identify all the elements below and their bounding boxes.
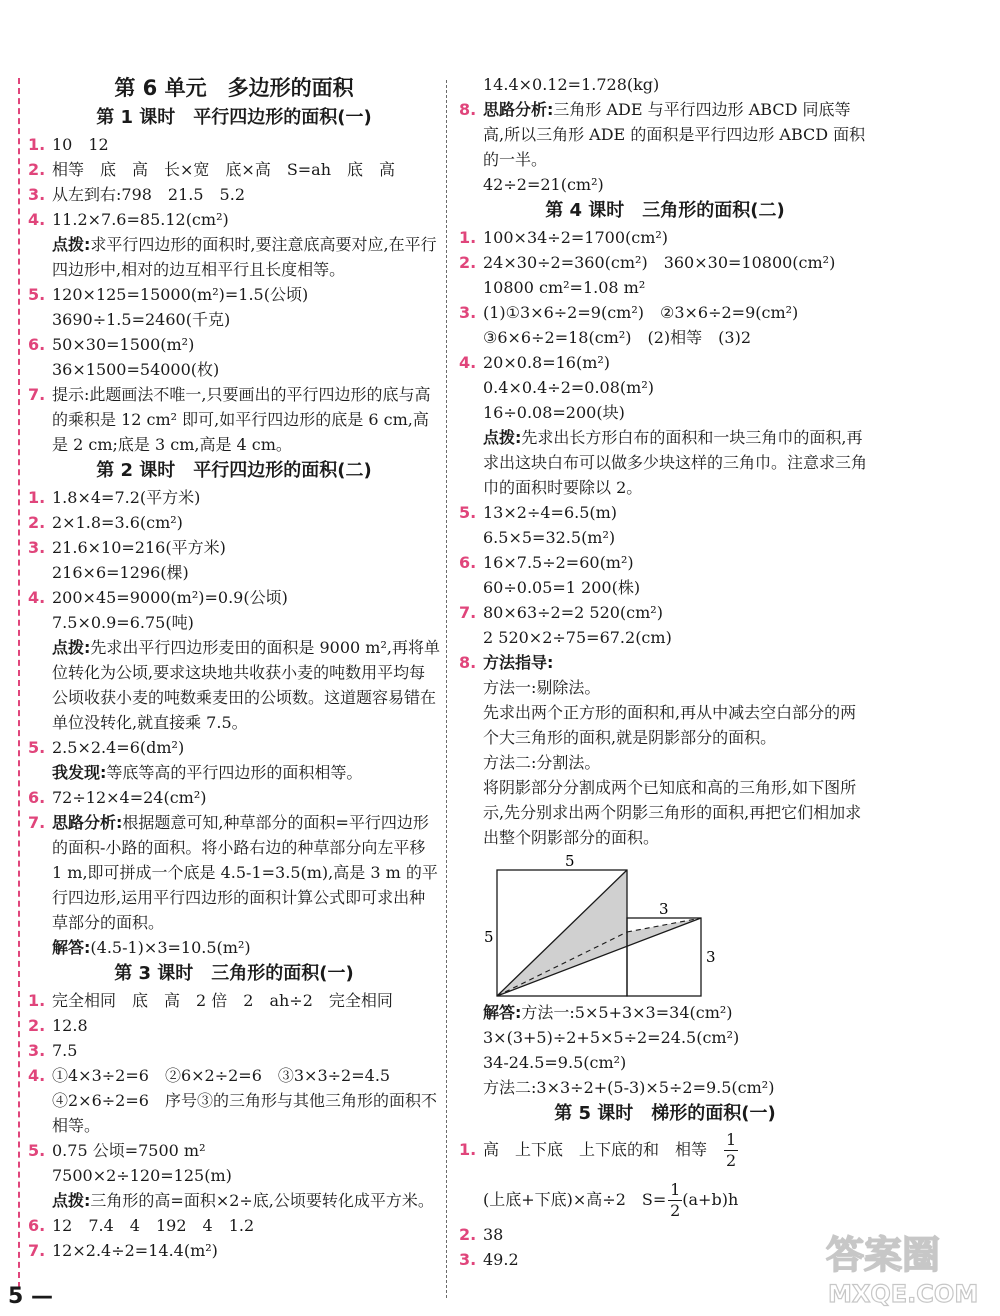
answer-3-5-line2: 7500×2÷120=125(m) (52, 1166, 232, 1185)
label-left-5: 5 (484, 928, 494, 946)
answer-1-3: 3. 从左到右:798 21.5 5.2 (28, 185, 246, 204)
answer-3-6: 6. 12 7.4 4 192 4 1.2 (28, 1216, 255, 1235)
answer-5-3: 3. 49.2 (459, 1250, 519, 1269)
lesson-1-title: 第 1 课时 平行四边形的面积(一) (96, 107, 372, 128)
answer-3-8-calc: 42÷2=21(cm²) (483, 175, 604, 194)
note-4-4: 点拨:先求出长方形白布的面积和一块三角巾的面积,再求出这块白布可以做多少块这样的三角巾。注意求三角巾的面积时要除以 2。 (483, 428, 868, 497)
page-number: 5 — (8, 1284, 53, 1309)
answer-4-8: 8. 方法指导: (459, 653, 554, 672)
answer-4-8-solution: 解答:方法一:5×5+3×3=34(cm²) (483, 1003, 733, 1022)
answer-3-7-line2: 14.4×0.12=1.728(kg) (483, 75, 660, 94)
answer-3-3: 3. 7.5 (28, 1041, 78, 1060)
label-top-5: 5 (565, 852, 575, 870)
answer-4-8-line3: 34-24.5=9.5(cm²) (483, 1053, 627, 1072)
watermark-logo (820, 1226, 990, 1308)
shaded-area-figure (459, 850, 871, 1000)
method-2-title: 方法二:分割法。 (483, 753, 601, 772)
watermark-url: MXQE.COM (828, 1280, 979, 1308)
answer-4-3: 3. (1)①3×6÷2=9(cm²) ②3×6÷2=9(cm²) (459, 303, 799, 322)
answer-1-7: 7. 提示:此题画法不唯一,只要画出的平行四边形的底与高的乘积是 12 cm² 即可,如平行四边形的底是 6 cm,高是 2 cm;底是 3 cm,高是 4 cm。 (28, 385, 431, 454)
answer-2-5: 5. 2.5×2.4=6(dm²) (28, 738, 185, 757)
answer-4-2: 2. 24×30÷2=360(cm²) 360×30=10800(cm²) (459, 253, 836, 272)
answer-2-4-line2: 7.5×0.9=6.75(吨) (52, 613, 194, 632)
answer-1-6-line2: 36×1500=54000(枚) (52, 360, 220, 379)
answer-1-6: 6. 50×30=1500(m²) (28, 335, 195, 354)
answer-4-7-line2: 2 520×2÷75=67.2(cm) (483, 628, 672, 647)
note-3-5: 点拨:三角形的高=面积×2÷底,公顷要转化成平方米。 (52, 1191, 434, 1210)
answer-1-4: 4. 11.2×7.6=85.12(cm²) (28, 210, 229, 229)
answer-4-6-line2: 60÷0.05=1 200(株) (483, 578, 641, 597)
method-1-text: 先求出两个正方形的面积和,再从中减去空白部分的两个大三角形的面积,就是阴影部分的面积。 (483, 703, 857, 747)
fraction-one-half: $\frac{1}{2}$ (726, 1130, 737, 1170)
label-small-right-3: 3 (706, 948, 716, 966)
answer-4-4-line2: 0.4×0.4÷2=0.08(m²) (483, 378, 654, 397)
answer-2-4: 4. 200×45=9000(m²)=0.9(公顷) (28, 588, 288, 607)
column-divider (446, 80, 447, 1298)
lesson-2-title: 第 2 课时 平行四边形的面积(二) (96, 460, 372, 481)
answer-4-4: 4. 20×0.8=16(m²) (459, 353, 611, 372)
answer-3-2: 2. 12.8 (28, 1016, 88, 1035)
answer-5-1-formula: (上底+下底)×高÷2 S= $\frac{1}{2}$ (a+b)h (483, 1180, 739, 1220)
watermark-text: 答案圈 (826, 1233, 941, 1277)
note-2-4: 点拨:先求出平行四边形麦田的面积是 9000 m²,再将单位转化为公顷,要求这块地共收获小麦的吨数用平均每公顷收获小麦的吨数乘麦田的公顷数。这道题容易错在单位没转化,就直接乘 7.5。 (52, 638, 440, 732)
answer-2-1: 1. 1.8×4=7.2(平方米) (28, 488, 201, 507)
answer-4-4-line3: 16÷0.08=200(块) (483, 403, 625, 422)
answer-1-5-line2: 3690÷1.5=2460(千克) (52, 310, 231, 329)
formula-fraction: $\frac{1}{2}$ (670, 1180, 681, 1220)
unit-title: 第 6 单元 多边形的面积 (114, 76, 354, 100)
answer-4-1: 1. 100×34÷2=1700(cm²) (459, 228, 669, 247)
lesson-3-title: 第 3 课时 三角形的面积(一) (114, 963, 354, 984)
answer-3-4: 4. ①4×3÷2=6 ②6×2÷2=6 ③3×3÷2=4.5 ④2×6÷2=6 序号③的三角形与其他三角形的面积不相等。 (28, 1066, 437, 1135)
answer-5-2: 2. 38 (459, 1225, 504, 1244)
answer-2-7: 7. 思路分析:根据题意可知,种草部分的面积=平行四边形的面积-小路的面积。将小路右边的种草部分向左平移 1 m,即可拼成一个底是 4.5-1=3.5(m),高是 3 m 的平行四边形,运用平行四边形的面积计算公式即可求出种草部分的面积。 (28, 813, 438, 932)
answer-4-8-line2: 3×(3+5)÷2+5×5÷2=24.5(cm²) (483, 1028, 740, 1047)
answer-2-7-solution: 解答:(4.5-1)×3=10.5(m²) (52, 938, 251, 957)
answer-5-1: 1. 高 上下底 上下底的和 相等 $\frac{1}{2}$ (459, 1130, 737, 1170)
answer-2-6: 6. 72÷12×4=24(cm²) (28, 788, 207, 807)
answer-1-2: 2. 相等 底 高 长×宽 底×高 S=ah 底 高 (28, 160, 396, 179)
method-1-title: 方法一:剔除法。 (483, 678, 601, 697)
answer-4-7: 7. 80×63÷2=2 520(cm²) (459, 603, 663, 622)
margin-dashed-line (18, 78, 20, 1288)
answer-2-2: 2. 2×1.8=3.6(cm²) (28, 513, 183, 532)
lesson-5-title: 第 5 课时 梯形的面积(一) (554, 1103, 776, 1124)
answer-4-5-line2: 6.5×5=32.5(m²) (483, 528, 616, 547)
answer-1-1: 1. 10 12 (28, 135, 109, 154)
lesson-4-title: 第 4 课时 三角形的面积(二) (545, 200, 785, 221)
answer-4-8-line4: 方法二:3×3÷2+(5-3)×5÷2=9.5(cm²) (483, 1078, 775, 1097)
left-column (28, 72, 440, 1263)
method-2-text: 将阴影部分分割成两个已知底和高的三角形,如下图所示,先分别求出两个阴影三角形的面积,再把它们相加求出整个阴影部分的面积。 (483, 778, 862, 847)
answer-4-6: 6. 16×7.5÷2=60(m²) (459, 553, 634, 572)
answer-3-1: 1. 完全相同 底 高 2 倍 2 ah÷2 完全相同 (28, 991, 393, 1010)
answer-4-2-line2: 10800 cm²=1.08 m² (483, 278, 646, 297)
answer-3-8: 8. 思路分析:三角形 ADE 与平行四边形 ABCD 同底等高,所以三角形 ADE 的面积是平行四边形 ABCD 面积的一半。 (459, 100, 866, 169)
answer-4-3-line2: ③6×6÷2=18(cm²) (2)相等 (3)2 (483, 328, 752, 347)
squares-diagram (484, 852, 731, 998)
note-2-5: 我发现:等底等高的平行四边形的面积相等。 (52, 763, 363, 782)
answer-2-3-line2: 216×6=1296(棵) (52, 563, 189, 582)
answer-3-7: 7. 12×2.4÷2=14.4(m²) (28, 1241, 218, 1260)
note-1-4: 点拨:求平行四边形的面积时,要注意底高要对应,在平行四边形中,相对的边互相平行且长度相等。 (52, 235, 437, 279)
label-small-top-3: 3 (659, 900, 669, 918)
answer-3-5: 5. 0.75 公顷=7500 m² (28, 1141, 206, 1160)
answer-2-3: 3. 21.6×10=216(平方米) (28, 538, 226, 557)
answer-1-5: 5. 120×125=15000(m²)=1.5(公顷) (28, 285, 309, 304)
right-column (459, 72, 871, 1272)
answer-4-5: 5. 13×2÷4=6.5(m) (459, 503, 618, 522)
